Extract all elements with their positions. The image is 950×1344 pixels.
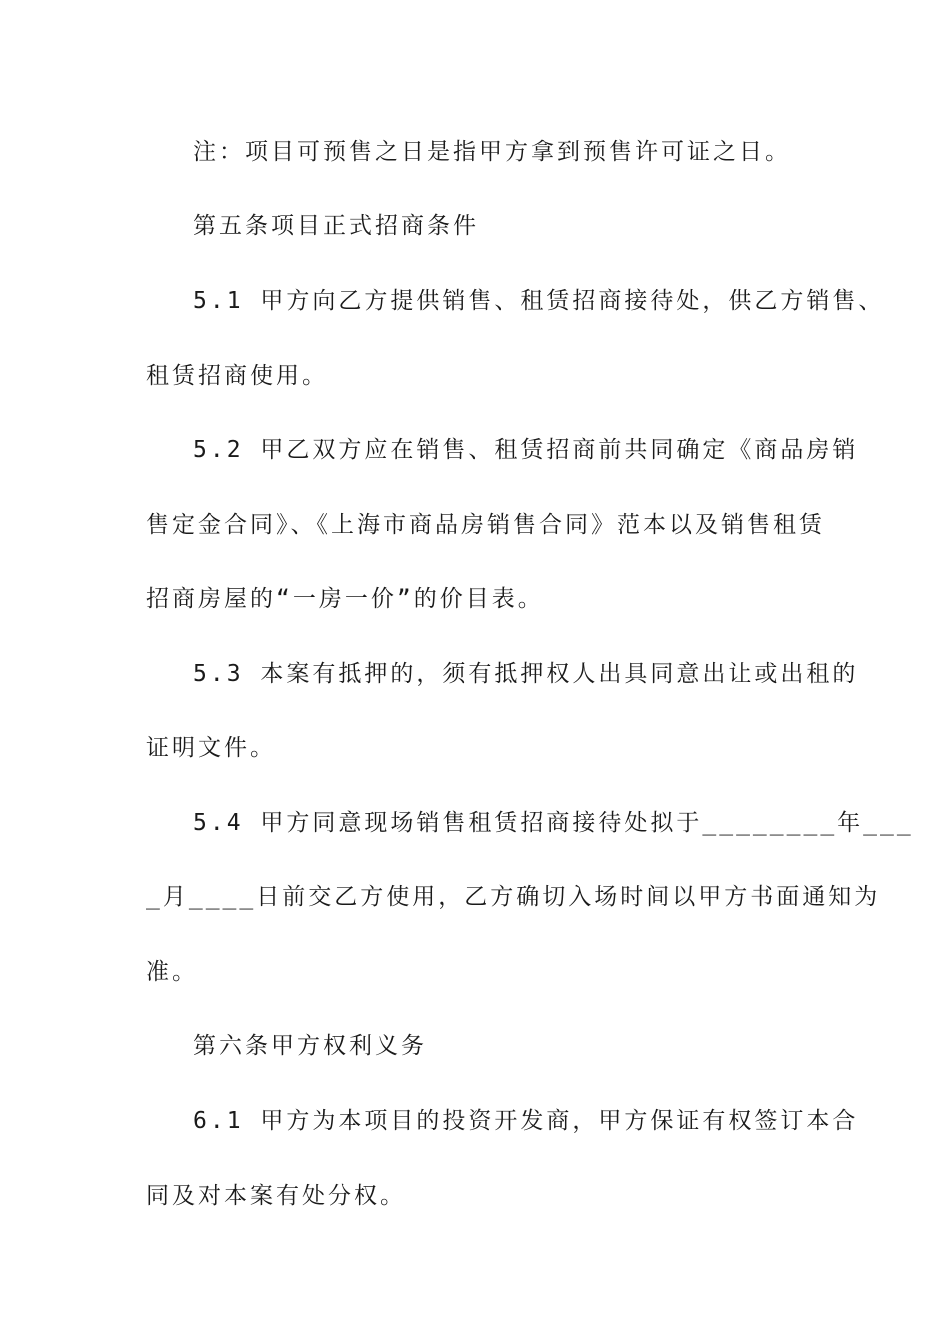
- clause-5-4-line-3: 准。: [146, 959, 198, 985]
- clause-5-1-line-1: 5.1 甲方向乙方提供销售、租赁招商接待处，供乙方销售、: [193, 288, 885, 314]
- clause-5-3-line-2: 证明文件。: [146, 735, 276, 761]
- clause-5-2-line-1: 5.2 甲乙双方应在销售、租赁招商前共同确定《商品房销: [193, 437, 859, 463]
- clause-5-4-line-1: 5.4 甲方同意现场销售租赁招商接待处拟于________年___: [193, 810, 914, 836]
- clause-5-1-line-2: 租赁招商使用。: [146, 363, 328, 389]
- clause-6-1-line-2: 同及对本案有处分权。: [146, 1183, 406, 1209]
- clause-5-2-line-2: 售定金合同》、《上海市商品房销售合同》范本以及销售租赁: [146, 512, 825, 538]
- article-6-heading: 第六条甲方权利义务: [193, 1033, 427, 1059]
- clause-5-2-line-3: 招商房屋的“一房一价”的价目表。: [146, 586, 544, 612]
- note-line: 注：项目可预售之日是指甲方拿到预售许可证之日。: [193, 139, 791, 165]
- clause-6-1-line-1: 6.1 甲方为本项目的投资开发商，甲方保证有权签订本合: [193, 1108, 859, 1134]
- clause-5-4-line-2: _月____日前交乙方使用，乙方确切入场时间以甲方书面通知为: [146, 884, 881, 910]
- clause-5-3-line-1: 5.3 本案有抵押的，须有抵押权人出具同意出让或出租的: [193, 661, 859, 687]
- article-5-heading: 第五条项目正式招商条件: [193, 213, 479, 239]
